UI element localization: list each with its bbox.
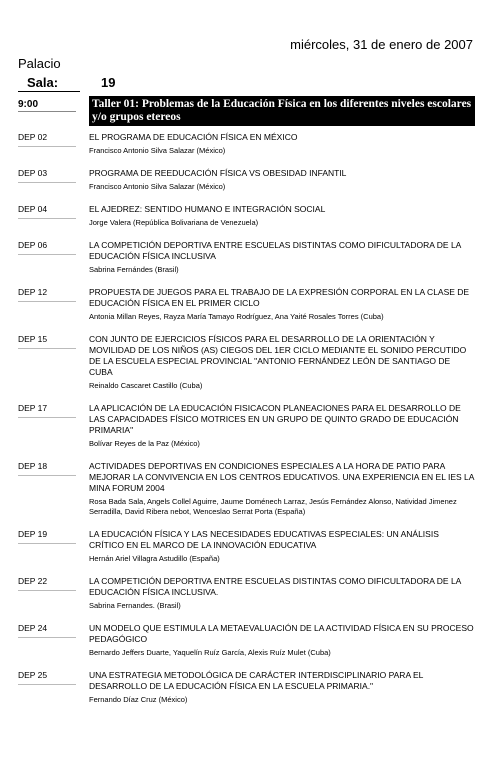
session-item <box>18 403 480 449</box>
divider <box>18 417 76 418</box>
session-code: DEP 22 <box>18 576 48 586</box>
session-authors: Reinaldo Cascaret Castillo (Cuba) <box>89 381 203 390</box>
session-item <box>18 204 480 228</box>
session-authors: Sabrina Fernandes. (Brasil) <box>89 601 181 610</box>
session-code: DEP 04 <box>18 204 48 214</box>
session-code-column <box>18 576 89 591</box>
session-code: DEP 19 <box>18 529 48 539</box>
session-code-column <box>18 132 89 147</box>
divider <box>18 254 76 255</box>
session-item <box>18 576 480 611</box>
session-authors: Rosa Bada Sala, Angels Collel Aguirre, Jaume Doménech Larraz, Jesús Fernández Alonso, Natividad Jimenez Serradilla, David Ribera nebot, Wenceslao Serrat Porta (España) <box>89 497 457 516</box>
session-title: EL PROGRAMA DE EDUCACIÓN FÍSICA EN MÉXICO <box>89 132 298 142</box>
date: miércoles, 31 de enero de 2007 <box>290 37 473 52</box>
divider <box>18 111 76 112</box>
session-title: UNA ESTRATEGIA METODOLÓGICA DE CARÁCTER INTERDISCIPLINARIO PARA EL DESARROLLO DE LA EDUCACIÓN FÍSICA EN LA ESCUELA PRIMARIA." <box>89 670 424 691</box>
session-code-column <box>18 623 89 638</box>
session-code-column <box>18 403 89 418</box>
divider <box>18 91 80 92</box>
session-details <box>89 132 475 156</box>
session-item <box>18 623 480 658</box>
session-code: DEP 03 <box>18 168 48 178</box>
session-title: LA APLICACIÓN DE LA EDUCACIÓN FISICACON PLANEACIONES PARA EL DESARROLLO DE LAS CAPACIDADES FÍSICO MOTRICES EN UN GRUPO DE QUINTO GRADO DE EDUCACIÓN PRIMARIA" <box>89 403 461 435</box>
divider <box>18 182 76 183</box>
divider <box>18 684 76 685</box>
session-list <box>18 132 480 717</box>
session-title: PROPUESTA DE JUEGOS PARA EL TRABAJO DE LA EXPRESIÓN CORPORAL EN LA CLASE DE EDUCACIÓN FÍSICA EN EL PRIMER CICLO <box>89 287 470 308</box>
session-code-column <box>18 168 89 183</box>
session-authors: Sabrina Fernándes (Brasil) <box>89 265 179 274</box>
session-authors: Jorge Valera (República Bolivariana de Venezuela) <box>89 218 259 227</box>
session-item <box>18 334 480 391</box>
session-title: ACTIVIDADES DEPORTIVAS EN CONDICIONES ESPECIALES A LA HORA DE PATIO PARA MEJORAR LA CONVIVENCIA EN LOS CENTROS EDUCATIVOS. UNA EXPERIENCIA EN EL IES LA MINA FORUM 2004 <box>89 461 474 493</box>
session-code-column <box>18 529 89 544</box>
session-authors: Bernardo Jeffers Duarte, Yaquelín Ruíz García, Alexis Ruíz Mulet (Cuba) <box>89 648 331 657</box>
session-code-column <box>18 670 89 685</box>
session-code: DEP 24 <box>18 623 48 633</box>
session-authors: Francisco Antonio Silva Salazar (México) <box>89 146 226 155</box>
session-title: UN MODELO QUE ESTIMULA LA METAEVALUACIÓN DE LA ACTIVIDAD FÍSICA EN SU PROCESO PEDAGÓGICO <box>89 623 474 644</box>
session-details <box>89 240 475 275</box>
session-details <box>89 623 475 658</box>
divider <box>18 543 76 544</box>
session-item <box>18 529 480 564</box>
session-details <box>89 670 475 705</box>
session-code-column <box>18 461 89 476</box>
session-details <box>89 529 475 564</box>
session-details <box>89 168 475 192</box>
workshop-title: Taller 01: Problemas de la Educación Física en los diferentes niveles escolares y/o grupos etereos <box>89 96 475 126</box>
session-item <box>18 461 480 517</box>
session-title: LA COMPETICIÓN DEPORTIVA ENTRE ESCUELAS DISTINTAS COMO DIFICULTADORA DE LA EDUCACIÓN FÍSICA INCLUSIVA <box>89 240 461 261</box>
session-title: LA EDUCACIÓN FÍSICA Y LAS NECESIDADES EDUCATIVAS ESPECIALES: UN ANÁLISIS CRÍTICO EN EL MARCO DE LA INNOVACIÓN EDUCATIVA <box>89 529 439 550</box>
session-code: DEP 15 <box>18 334 48 344</box>
session-authors: Francisco Antonio Silva Salazar (México) <box>89 182 226 191</box>
session-details <box>89 576 475 611</box>
session-item <box>18 670 480 705</box>
session-item <box>18 168 480 192</box>
session-code: DEP 02 <box>18 132 48 142</box>
session-authors: Hernán Ariel Villagra Astudillo (España) <box>89 554 220 563</box>
session-title: LA COMPETICIÓN DEPORTIVA ENTRE ESCUELAS DISTINTAS COMO DIFICULTADORA DE LA EDUCACIÓN FÍSICA INCLUSIVA. <box>89 576 461 597</box>
session-authors: Fernando Díaz Cruz (México) <box>89 695 188 704</box>
session-authors: Antonia Millan Reyes, Rayza María Tamayo Rodríguez, Ana Yaité Rosales Torres (Cuba) <box>89 312 384 321</box>
divider <box>18 348 76 349</box>
session-code: DEP 12 <box>18 287 48 297</box>
session-code-column <box>18 204 89 219</box>
session-details <box>89 204 475 228</box>
session-item <box>18 240 480 275</box>
session-code-column <box>18 287 89 302</box>
divider <box>18 218 76 219</box>
divider <box>18 590 76 591</box>
session-title: PROGRAMA DE REEDUCACIÓN FÍSICA VS OBESIDAD INFANTIL <box>89 168 347 178</box>
session-code: DEP 06 <box>18 240 48 250</box>
session-code: DEP 25 <box>18 670 48 680</box>
divider <box>18 637 76 638</box>
session-code-column <box>18 240 89 255</box>
session-details <box>89 403 475 449</box>
session-details <box>89 287 475 322</box>
divider <box>18 301 76 302</box>
session-item <box>18 287 480 322</box>
session-authors: Bolívar Reyes de la Paz (México) <box>89 439 200 448</box>
session-time: 9:00 <box>18 99 39 110</box>
session-details <box>89 461 475 517</box>
divider <box>18 146 76 147</box>
session-title: CON JUNTO DE EJERCICIOS FÍSICOS PARA EL DESARROLLO DE LA ORIENTACIÓN Y MOVILIDAD DE LOS NIÑOS (AS) CIEGOS DEL 1ER CICLO MEDIANTE EL SONIDO PERCUTIDO DE LA ESCUELA ESPECIAL PROVINCIAL "ANTONIO FERNÁNDEZ LEÓN DE SANTIAGO DE CUBA <box>89 334 467 377</box>
session-code: DEP 18 <box>18 461 48 471</box>
sala-label: Sala: <box>27 75 59 90</box>
session-code-column <box>18 334 89 349</box>
session-details <box>89 334 475 391</box>
session-title: EL AJEDREZ: SENTIDO HUMANO E INTEGRACIÓN SOCIAL <box>89 204 326 214</box>
divider <box>18 475 76 476</box>
session-code: DEP 17 <box>18 403 48 413</box>
session-item <box>18 132 480 156</box>
sala-value: 19 <box>101 75 116 90</box>
venue: Palacio <box>18 56 61 71</box>
